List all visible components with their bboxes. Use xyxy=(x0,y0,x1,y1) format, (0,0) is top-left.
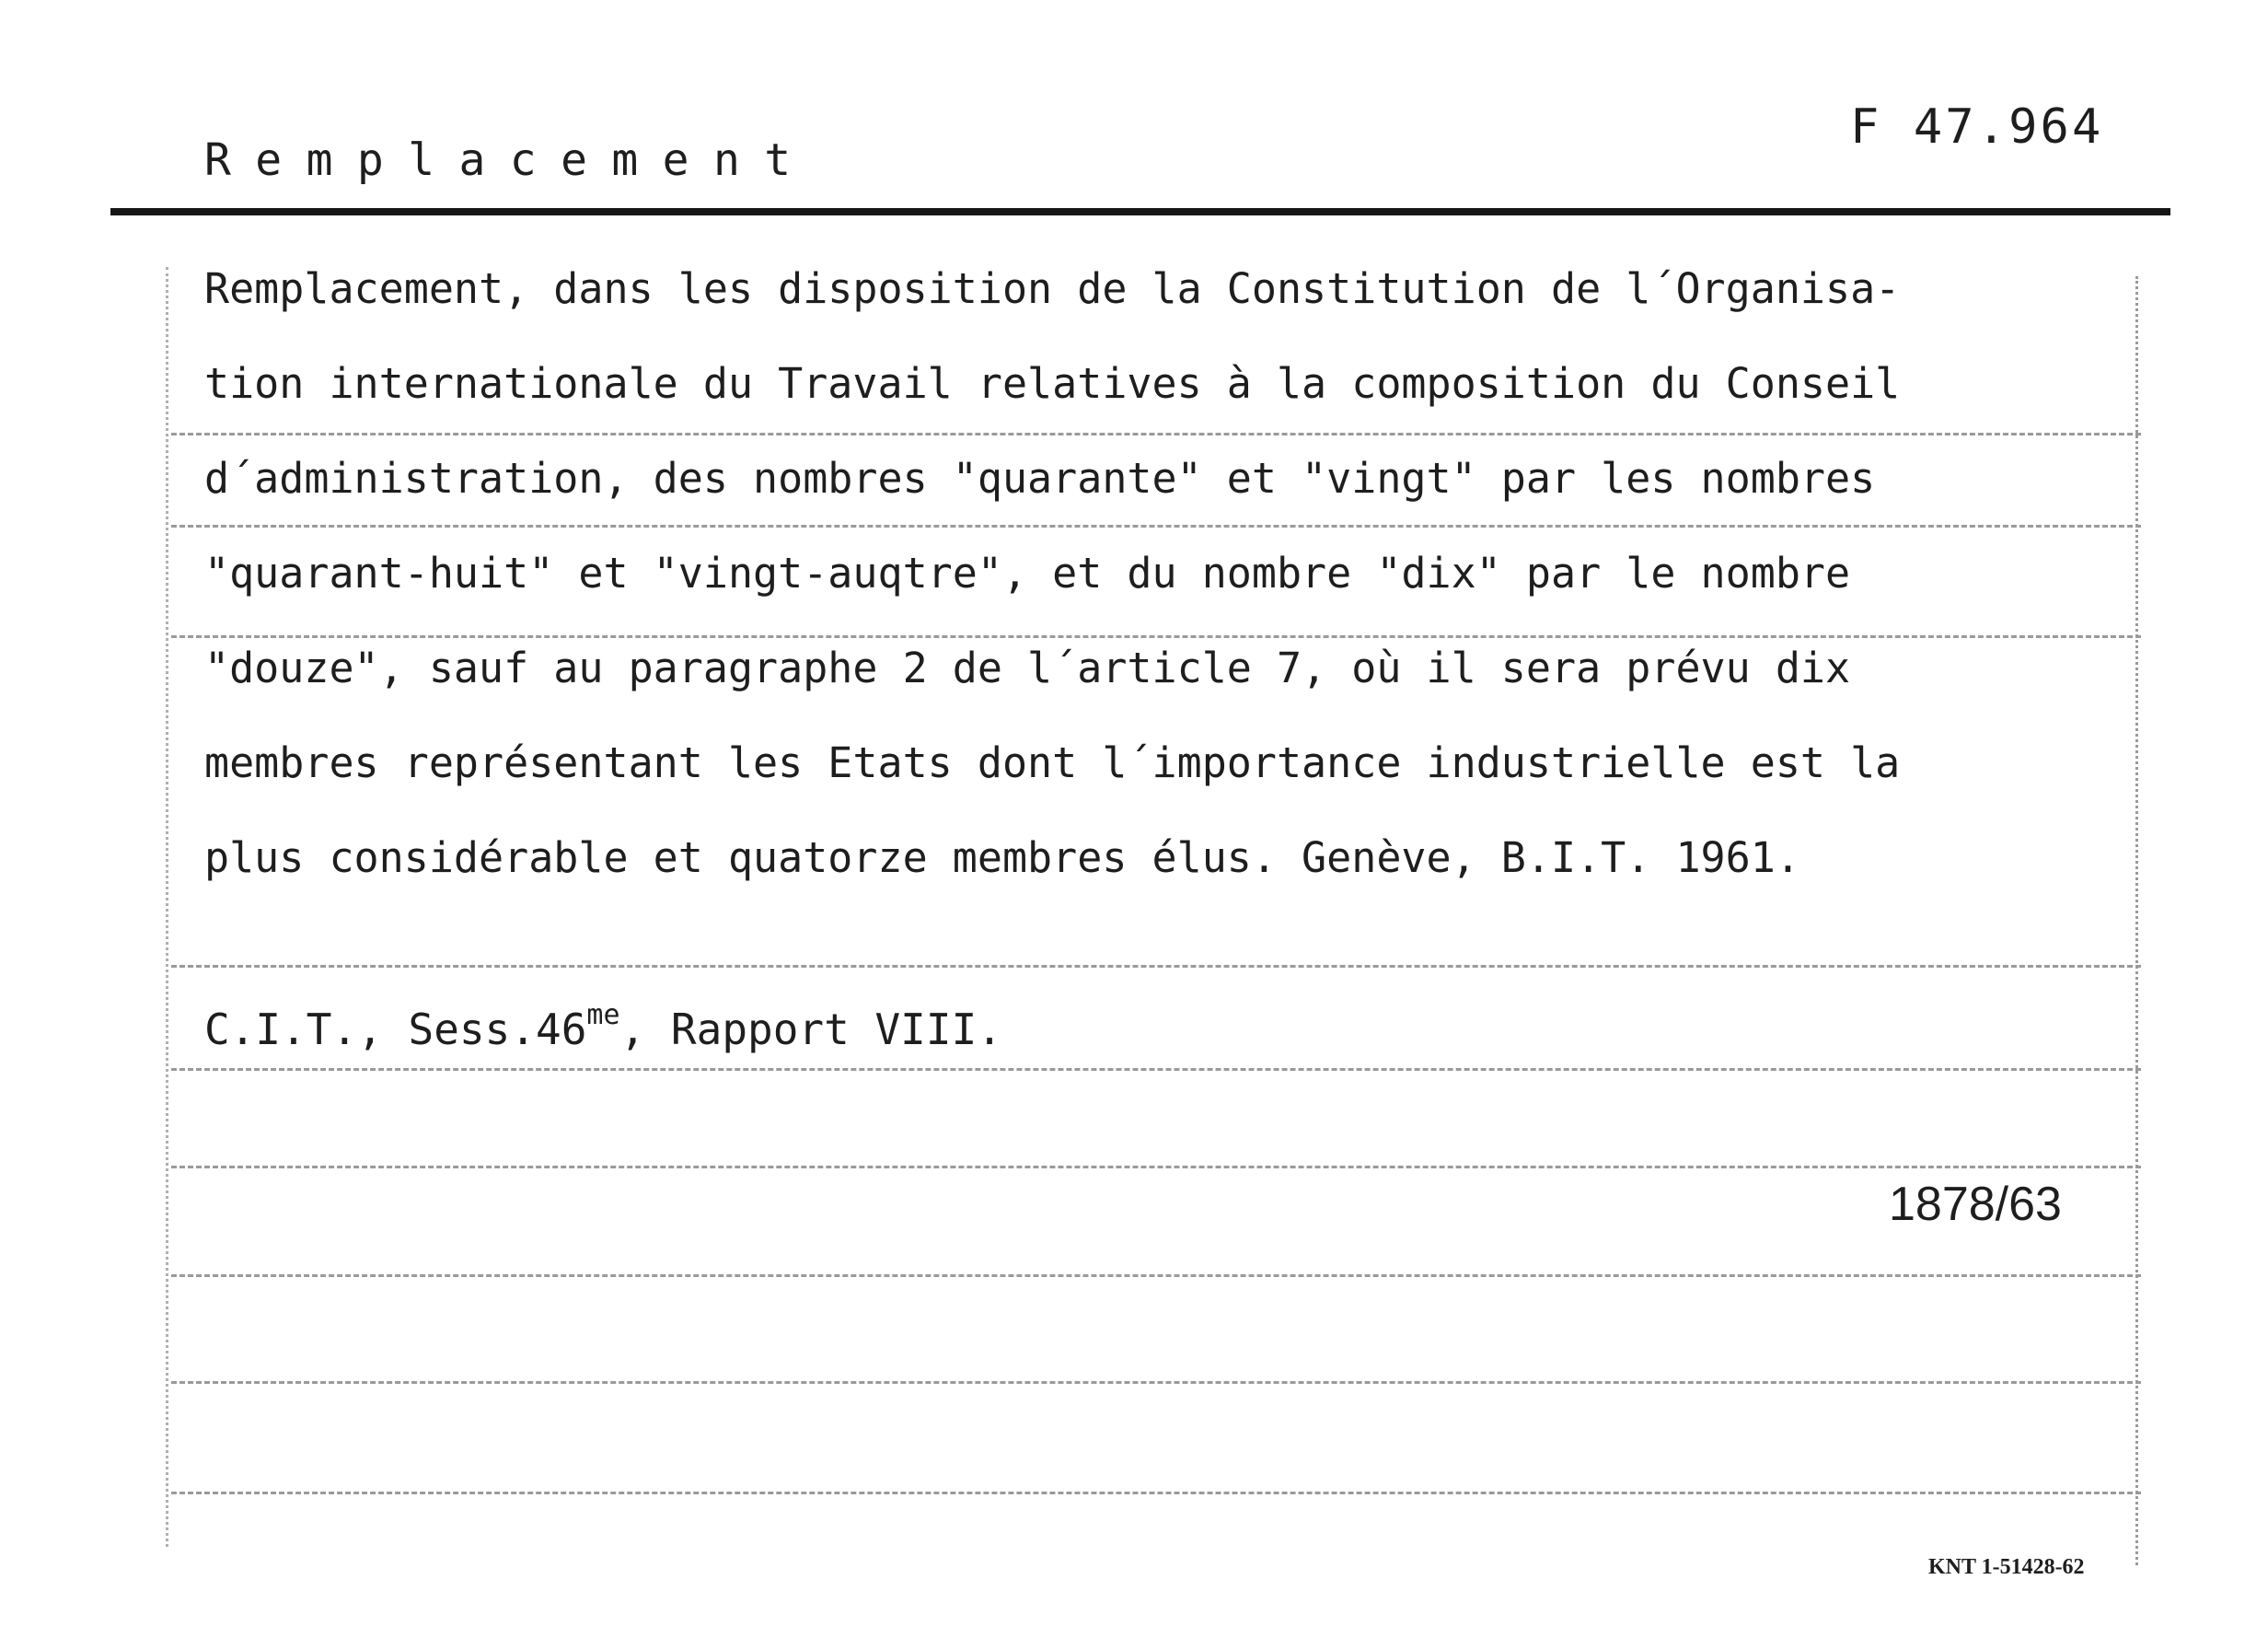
ruled-guide-line xyxy=(171,965,2141,968)
right-margin-guide xyxy=(2135,276,2138,1565)
description-line: "douze", sauf au paragraphe 2 de l´article 7, où il sera prévu dix xyxy=(204,644,1851,692)
ruled-guide-line xyxy=(171,1381,2141,1384)
ruled-guide-line xyxy=(171,1492,2141,1494)
form-code: KNT 1-51428-62 xyxy=(1928,1555,2085,1579)
card-heading: Remplacement xyxy=(204,134,816,186)
ruled-guide-line xyxy=(171,1068,2141,1071)
source-suffix: , Rapport VIII. xyxy=(619,1005,1002,1054)
source-citation xyxy=(204,999,1002,1054)
description-line: tion internationale du Travail relatives à la composition du Conseil xyxy=(204,359,1901,408)
description-line: Remplacement, dans les disposition de la Constitution de l´Organisa- xyxy=(204,264,1901,313)
reference-number: F 47.964 xyxy=(1850,99,2104,155)
left-margin-guide xyxy=(166,267,168,1547)
source-prefix: C.I.T., Sess.46 xyxy=(204,1005,587,1054)
source-superscript: me xyxy=(586,999,620,1031)
description-line: plus considérable et quatorze membres élus. Genève, B.I.T. 1961. xyxy=(204,833,1800,882)
accession-number: 1878/63 xyxy=(1889,1178,2062,1231)
description-line: "quarant-huit" et "vingt-auqtre", et du nombre "dix" par le nombre xyxy=(204,549,1851,598)
description-text xyxy=(204,241,2100,905)
ruled-guide-line xyxy=(171,1274,2141,1277)
heading-rule xyxy=(110,208,2170,215)
description-line: d´administration, des nombres "quarante" et "vingt" par les nombres xyxy=(204,454,1876,503)
description-line: membres représentant les Etats dont l´importance industrielle est la xyxy=(204,738,1901,787)
ruled-guide-line xyxy=(171,1166,2141,1168)
